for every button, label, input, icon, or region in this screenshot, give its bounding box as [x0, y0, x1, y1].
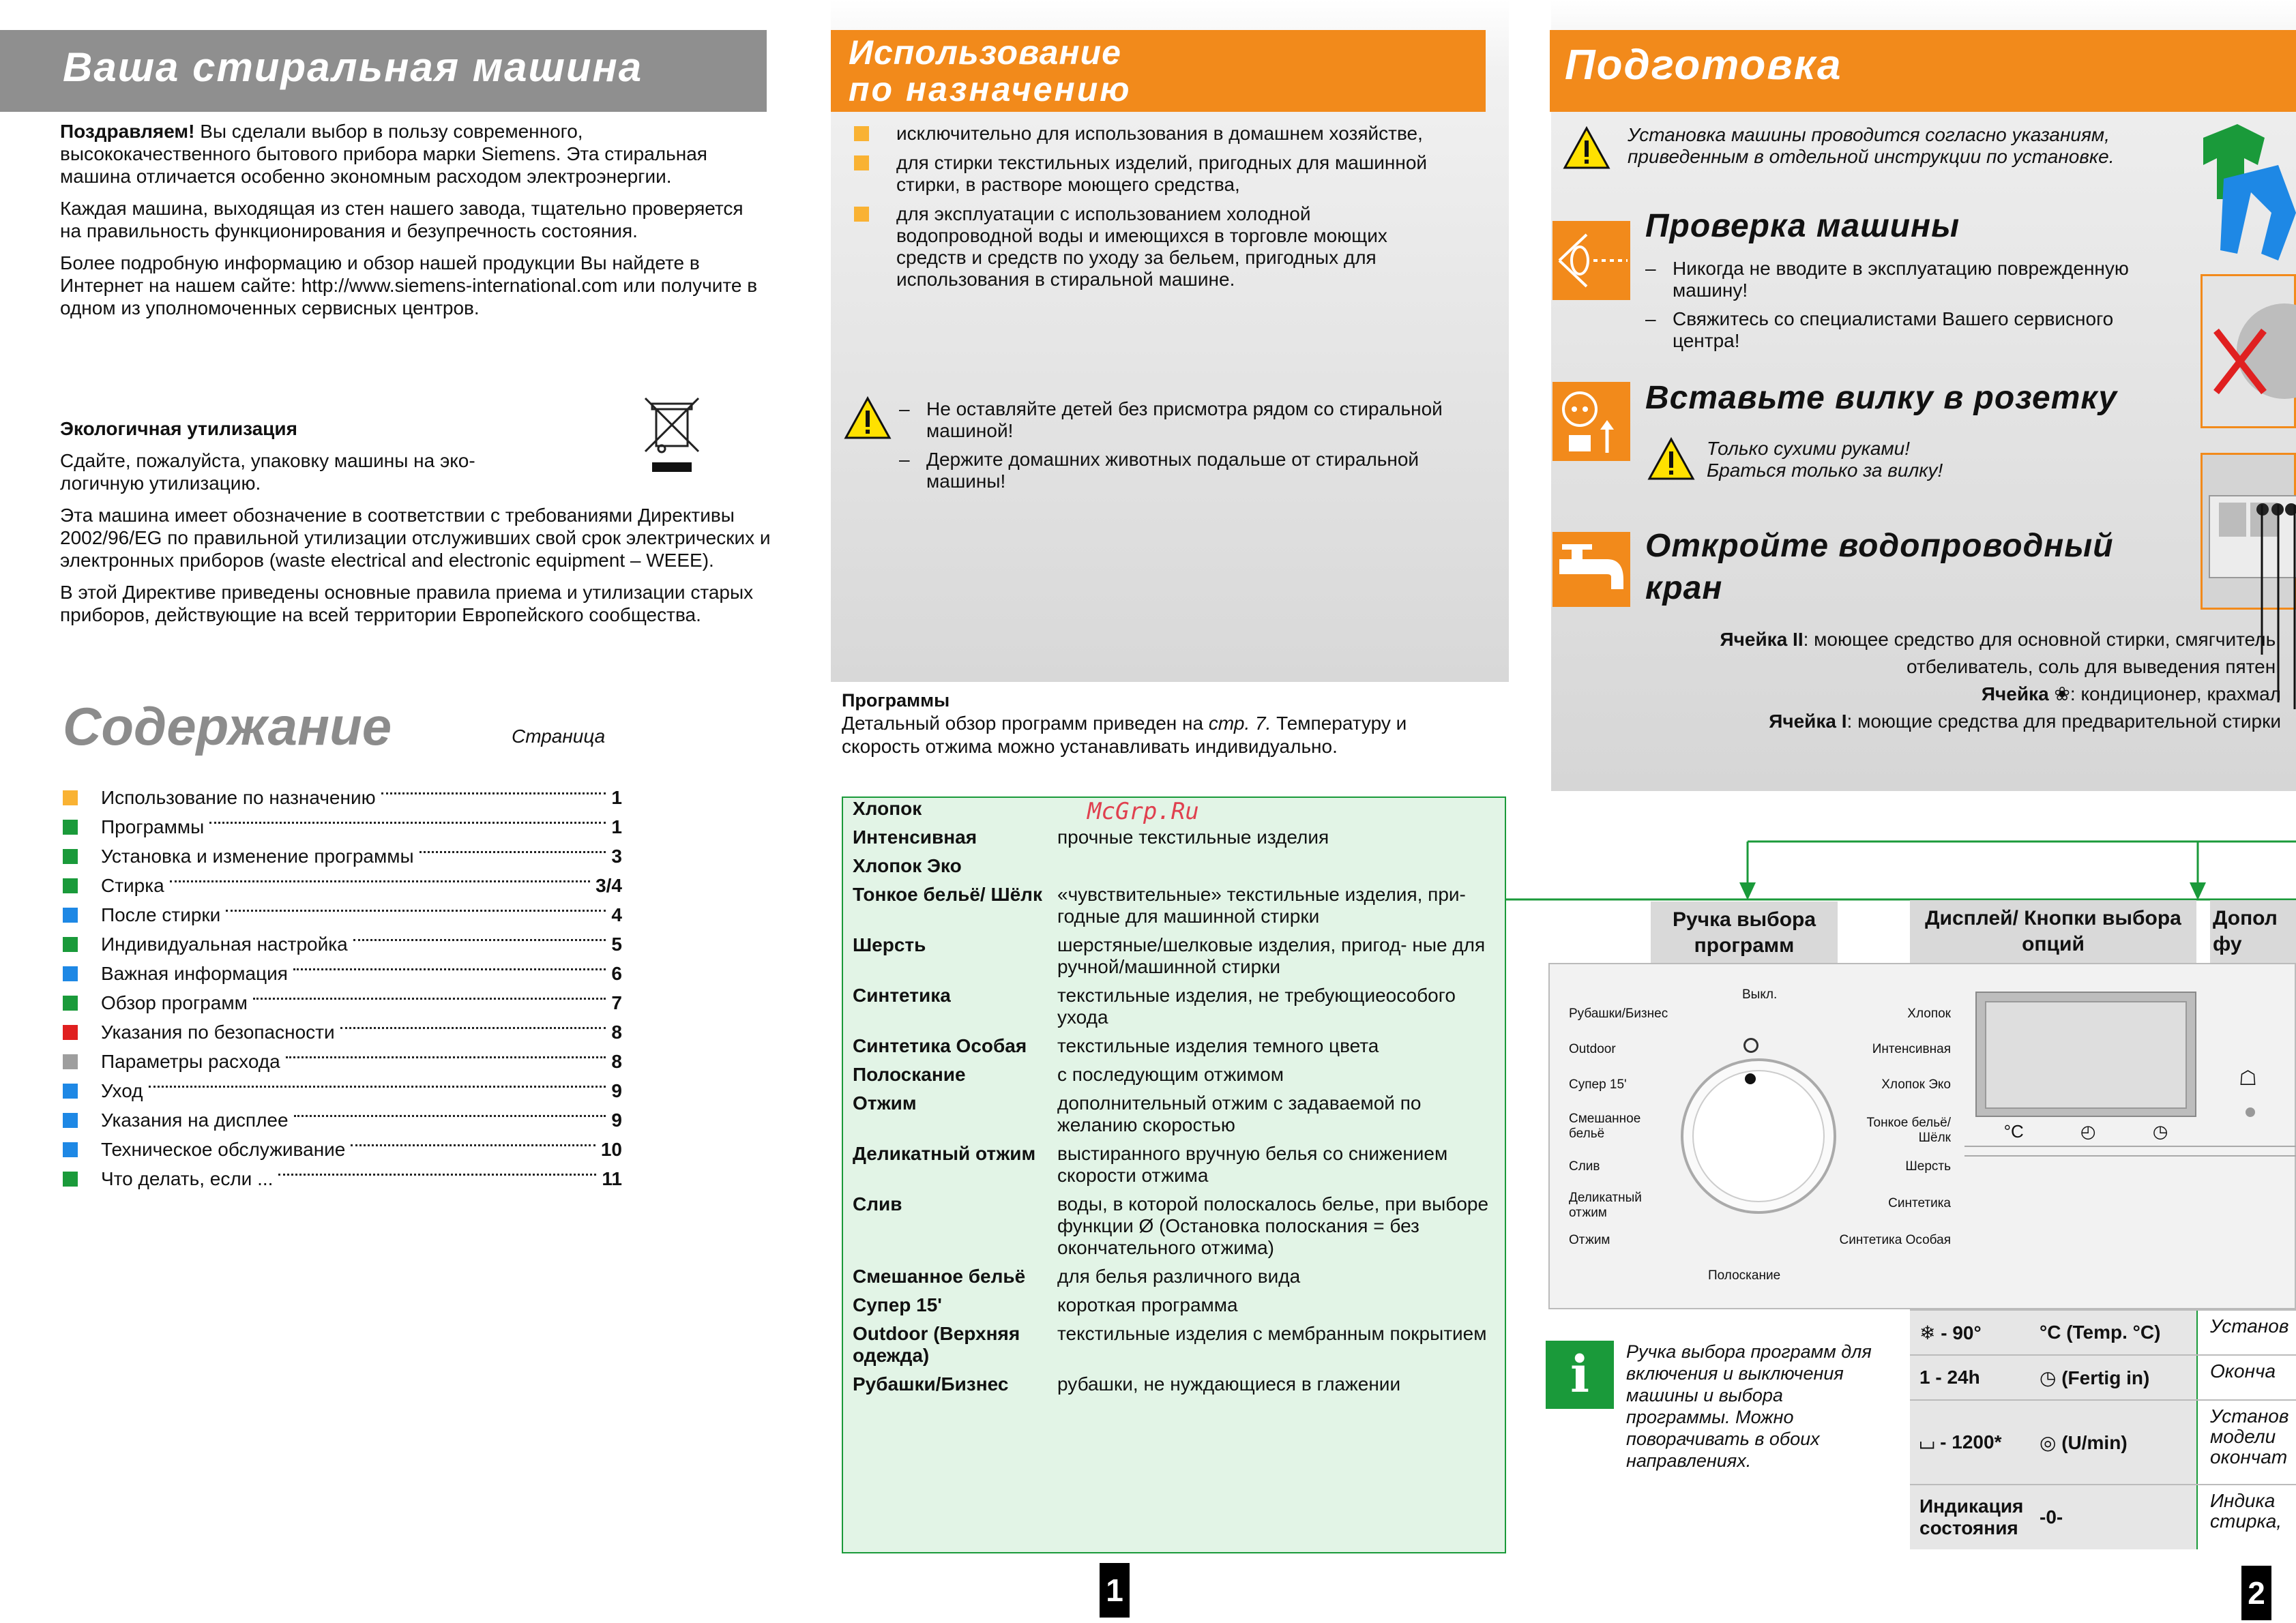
option-row: [1910, 1309, 2296, 1354]
toc-label: Стирка: [101, 875, 164, 896]
program-description: прочные текстильные изделия: [1057, 827, 1329, 848]
warning-icon: [1562, 125, 1611, 170]
program-name: Хлопок Эко: [853, 855, 962, 876]
toc-item[interactable]: [63, 1105, 622, 1135]
toc-item[interactable]: [63, 842, 622, 871]
option-row: [1910, 1354, 2296, 1399]
dial-label: Синтетика: [1888, 1196, 1951, 1210]
toc-item[interactable]: [63, 1164, 622, 1193]
toc-leader: [351, 1144, 595, 1146]
toc-color-marker: [63, 996, 78, 1011]
option-row: [1910, 1484, 2296, 1549]
dial-label: Шерсть: [1905, 1159, 1951, 1174]
option-description: Оконча: [2196, 1356, 2296, 1399]
tap-title: Откройте водопроводный кран: [1645, 528, 2114, 606]
program-description: короткая программа: [1057, 1294, 1238, 1315]
toc-label: Программы: [101, 816, 205, 837]
panel-strip: [1964, 1146, 2296, 1157]
toc-leader: [253, 998, 606, 1000]
dial-label: Деликатный отжим: [1569, 1191, 1642, 1220]
toc-page: 10: [600, 1139, 622, 1160]
toc-item[interactable]: [63, 988, 622, 1017]
plug-notes: [1707, 438, 1943, 481]
children-warnings: [899, 398, 1445, 499]
toc-page: 11: [602, 1168, 622, 1189]
toc-color-marker: [63, 878, 78, 893]
programs-title: Программы: [842, 690, 950, 711]
list-item: – Держите домашних животных подальше от стиральной машины!: [899, 449, 1419, 492]
toc-color-marker: [63, 908, 78, 923]
program-name: Хлопок: [853, 798, 922, 819]
dash-marker: –: [899, 398, 910, 419]
toc-color-marker: [63, 1025, 78, 1040]
list-item: – Свяжитесь со специалистами Вашего сервисного центра!: [1645, 308, 2114, 351]
option-range: 1 - 24h: [1919, 1367, 1980, 1388]
table-row: [853, 1323, 1501, 1367]
toc-leader: [420, 851, 606, 853]
cell-2-text: Ячейка II: моющее средство для основной стирки, смягчитель, отбеливатель, соль для выведения пятен.: [1720, 629, 2281, 677]
table-row: [853, 1193, 1501, 1259]
program-name: Шерсть: [853, 934, 926, 955]
eye-check-icon: [1552, 221, 1630, 300]
toc-page: 1: [611, 787, 622, 808]
program-description: шерстяные/шелковые изделия, пригод- ные для ручной/машинной стирки: [1057, 934, 1486, 977]
table-row: [853, 934, 1501, 978]
option-range: Индикация состояния: [1919, 1495, 2024, 1538]
option-description: Установ модели окончат: [2196, 1401, 2296, 1484]
display-frame: [1975, 992, 2196, 1117]
title-intended-use: Использование по назначению: [831, 30, 1486, 112]
option-range: ❄ - 90°: [1919, 1322, 1982, 1343]
toc-page: 5: [611, 934, 622, 955]
clothes-icon: [2196, 117, 2296, 262]
toc-label: Использование по назначению: [101, 787, 376, 808]
eco-paragraph-3: В этой Директиве приведены основные правила приема и утилизации старых приборов, действующие на всей территории Европейского сообщества.: [60, 582, 754, 625]
toc-page: 3: [611, 846, 622, 867]
title-preparation: Подготовка: [1550, 30, 2296, 112]
toc-page: 9: [611, 1080, 622, 1101]
table-row: [853, 1064, 1501, 1086]
toc-item[interactable]: [63, 1017, 622, 1047]
program-description: текстильные изделия темного цвета: [1057, 1035, 1379, 1056]
toc-leader: [381, 792, 606, 794]
dial-label-rinse: Полоскание: [1708, 1268, 1781, 1283]
table-row: [853, 1294, 1501, 1316]
table-row: [853, 1092, 1501, 1136]
bullet-square: [854, 126, 869, 141]
finish-in-button[interactable]: ◷: [2152, 1120, 2168, 1142]
toc-leader: [340, 1027, 606, 1029]
label-display-buttons: Дисплей/ Кнопки выбора опций: [1910, 900, 2196, 963]
display-buttons: [1975, 1116, 2196, 1147]
programs-intro-text: Детальный обзор программ приведен на стр. 7. Температуру и скорость отжима можно устанавливать индивидуально.: [842, 713, 1407, 757]
dial-label: Супер 15': [1569, 1077, 1627, 1092]
dial-label: Отжим: [1569, 1233, 1610, 1247]
toc-page: 9: [611, 1110, 622, 1131]
dial-label: Рубашки/Бизнес: [1569, 1007, 1668, 1021]
toc-label: Индивидуальная настройка: [101, 934, 348, 955]
toc-leader: [226, 910, 606, 912]
toc-color-marker: [63, 820, 78, 835]
program-description: дополнительный отжим с задаваемой по желанию скоростью: [1057, 1092, 1422, 1135]
toc-label: После стирки: [101, 904, 221, 925]
table-row: [853, 884, 1501, 927]
toc-color-marker: [63, 1172, 78, 1187]
toc-page: 7: [611, 992, 622, 1013]
cell-1-text: Ячейка I: моющие средства для предварительной стирки: [1769, 711, 2281, 732]
toc-label: Указания на дисплее: [101, 1110, 289, 1131]
dial-label: Outdoor: [1569, 1042, 1616, 1056]
dash-marker: –: [1645, 308, 1656, 329]
option-name: -0-: [2040, 1506, 2063, 1528]
toc-leader: [286, 1056, 606, 1058]
program-name: Отжим: [853, 1092, 917, 1114]
table-row: [853, 985, 1501, 1028]
toc-label: Важная информация: [101, 963, 288, 984]
option-name: ◷ (Fertig in): [2040, 1367, 2150, 1388]
toc-leader: [293, 968, 606, 970]
toc-color-marker: [63, 966, 78, 981]
eco-title: Экологичная утилизация: [60, 418, 297, 439]
program-name: Тонкое бельё/ Шёлк: [853, 884, 1042, 905]
option-description: Установ: [2196, 1311, 2296, 1354]
dash-marker: –: [899, 449, 910, 470]
table-row: [853, 827, 1501, 848]
toc-page: 6: [611, 963, 622, 984]
toc-label: Обзор программ: [101, 992, 248, 1013]
program-name: Слив: [853, 1193, 902, 1215]
program-description: «чувствительные» текстильные изделия, при- годные для машинной стирки: [1057, 884, 1466, 927]
toc-leader: [149, 1086, 606, 1088]
dial-label: Хлопок: [1907, 1007, 1951, 1021]
extra-button-icon[interactable]: ☖: [2239, 1067, 2257, 1090]
toc-page: 1: [611, 816, 622, 837]
dial-off-marker: [1743, 1038, 1758, 1053]
program-description: с последующим отжимом: [1057, 1064, 1284, 1085]
toc-color-marker: [63, 937, 78, 952]
dial-off-label: Выкл.: [1742, 987, 1778, 1002]
list-item: для эксплуатации с использованием холодной водопроводной воды и имеющихся в торговле моющих средств и средств по уходу за бельем, пригодных для использования в стиральной машине.: [854, 203, 1441, 291]
toc-item[interactable]: [63, 871, 622, 900]
toc-item[interactable]: [63, 812, 622, 842]
program-name: Рубашки/Бизнес: [853, 1373, 1009, 1395]
dial-label: Смешанное бельё: [1569, 1112, 1641, 1141]
quality-paragraph: Каждая машина, выходящая из стен нашего завода, тщательно проверяется на правильность функционирования и безупречность состояния.: [60, 198, 744, 241]
toc-label: Что делать, если ...: [101, 1168, 274, 1189]
toc-color-marker: [63, 1113, 78, 1128]
toc-page-label: Страница: [512, 726, 606, 747]
toc-color-marker: [63, 790, 78, 805]
intended-use-list: [854, 123, 1441, 298]
bullet-square: [854, 207, 869, 222]
weee-bin-icon: [641, 394, 703, 476]
dial-label: Хлопок Эко: [1881, 1077, 1951, 1092]
table-row: [853, 855, 1501, 877]
toc-item[interactable]: [63, 900, 622, 929]
plug-note-hold-plug: Браться только за вилку!: [1707, 460, 1943, 481]
check-machine-list: [1645, 258, 2177, 359]
program-description: для белья различного вида: [1057, 1266, 1301, 1287]
program-description: рубашки, не нуждающиеся в глажении: [1057, 1373, 1401, 1395]
programs-table: [853, 798, 1501, 1402]
toc-color-marker: [63, 1054, 78, 1069]
toc-item[interactable]: [63, 1076, 622, 1105]
program-name: Синтетика: [853, 985, 951, 1006]
detergent-cells-text: [1667, 626, 2281, 735]
program-description: [1057, 855, 1501, 877]
toc-label: Уход: [101, 1080, 143, 1101]
toc-leader: [170, 880, 590, 882]
program-description: текстильные изделия, не требующиеособого ухода: [1057, 985, 1456, 1028]
toc-leader: [278, 1174, 596, 1176]
table-row: [853, 1373, 1501, 1395]
plug-note-dry-hands: Только сухими руками!: [1707, 438, 1911, 459]
info-text: Ручка выбора программ для включения и выключения машины и выбора программы. Можно поворачивать в обоих направлениях.: [1626, 1341, 1872, 1471]
toc-item[interactable]: [63, 1135, 622, 1164]
toc-label: Указания по безопасности: [101, 1022, 335, 1043]
program-name: Синтетика Особая: [853, 1035, 1027, 1056]
intro-paragraph: Поздравляем! Вы сделали выбор в пользу современного, высококачественного бытового прибора марки Siemens. Эта стиральная машина отличается особенно экономным расходом электроэнергии.: [60, 121, 707, 187]
toc-title: Содержание: [63, 696, 392, 756]
temp-button[interactable]: °C: [2003, 1120, 2024, 1142]
program-name: Outdoor (Верхняя одежда): [853, 1323, 1020, 1366]
toc-page: 8: [611, 1051, 622, 1072]
toc-page: 4: [611, 904, 622, 925]
program-name: Полоскание: [853, 1064, 966, 1085]
program-name: Деликатный отжим: [853, 1143, 1036, 1164]
water-tap-icon: [1552, 532, 1630, 607]
plug-icon: [1552, 382, 1630, 461]
eco-paragraph-2: Эта машина имеет обозначение в соответствии с требованиями Директивы 2002/96/EG по правильной утилизации отслуживших свой срок электрических и электронных приборов (waste electrical and electronic equipment – WEEE).: [60, 505, 771, 571]
info-icon: i: [1546, 1341, 1614, 1409]
toc-color-marker: [63, 849, 78, 864]
program-name: Супер 15': [853, 1294, 942, 1315]
option-name: °C (Temp. °C): [2040, 1322, 2161, 1343]
table-of-contents: [63, 783, 622, 1193]
dial-label: Интенсивная: [1872, 1042, 1951, 1056]
bullet-square: [854, 155, 869, 170]
page-number-1: 1: [1100, 1563, 1130, 1618]
intro-text: [60, 120, 769, 329]
label-additional: Допол фу: [2210, 900, 2296, 963]
option-description: Индика стирка,: [2196, 1485, 2296, 1549]
list-item: для стирки текстильных изделий, пригодных для машинной стирки, в растворе моющего средства,: [854, 152, 1441, 196]
dial-label: Тонкое бельё/Шёлк: [1866, 1116, 1951, 1145]
connector-lines: [1506, 835, 2296, 903]
table-row: [853, 1035, 1501, 1057]
cross-icon: [2203, 276, 2296, 430]
cell-flower-text: Ячейка ❀: кондиционер, крахмал: [1981, 683, 2281, 704]
program-name: Интенсивная: [853, 827, 977, 848]
toc-color-marker: [63, 1142, 78, 1157]
program-description: воды, в которой полоскалось белье, при выборе функции Ø (Остановка полоскания = без окончательного отжима): [1057, 1193, 1489, 1258]
toc-page: 8: [611, 1022, 622, 1043]
display-screen: [1985, 1001, 2187, 1109]
dial-label: Слив: [1569, 1159, 1600, 1174]
toc-label: Установка и изменение программы: [101, 846, 414, 867]
table-row: [853, 798, 1501, 820]
toc-label: Параметры расхода: [101, 1051, 280, 1072]
spin-button[interactable]: ◴: [2080, 1120, 2096, 1142]
dash-marker: –: [1645, 258, 1656, 279]
program-description: выстиранного вручную белья со снижением скорости отжима: [1057, 1143, 1448, 1186]
page-number-2: 2: [2241, 1566, 2271, 1620]
status-led: [2246, 1107, 2255, 1117]
program-description: [1057, 798, 1501, 820]
toc-leader: [353, 939, 606, 941]
laundry-photo: [2196, 117, 2296, 262]
programs-intro: [842, 689, 1456, 758]
toc-leader: [294, 1115, 606, 1117]
option-name: ◎ (U/min): [2040, 1431, 2128, 1453]
program-dial[interactable]: [1677, 1054, 1840, 1218]
warning-icon: [1647, 436, 1696, 481]
title-your-washing-machine: Ваша стиральная машина: [0, 30, 767, 112]
table-row: [853, 1143, 1501, 1187]
toc-item[interactable]: [63, 1047, 622, 1076]
toc-label: Техническое обслуживание: [101, 1139, 346, 1160]
option-row: [1910, 1399, 2296, 1484]
toc-item[interactable]: [63, 959, 622, 988]
toc-page: 3/4: [595, 875, 622, 896]
list-item: исключительно для использования в домашнем хозяйстве,: [854, 123, 1441, 145]
website-paragraph: Более подробную информацию и обзор нашей продукции Вы найдете в Интернет на нашем сайте: http://www.siemens-international.com или получите в одном из уполномоченных сервисных центров.: [60, 252, 758, 318]
toc-item[interactable]: [63, 929, 622, 959]
watermark: McGrp.Ru: [1087, 798, 1199, 825]
install-note: Установка машины проводится согласно указаниям, приведенным в отдельной инструкции по установке.: [1628, 124, 2115, 167]
table-row: [853, 1266, 1501, 1287]
list-item: – Никогда не вводите в эксплуатацию поврежденную машину!: [1645, 258, 2129, 301]
list-item: – Не оставляйте детей без присмотра рядом со стиральной машиной!: [899, 398, 1443, 441]
check-machine-title: Проверка машины: [1645, 208, 1960, 244]
toc-leader: [209, 822, 606, 824]
option-range: ⌴ - 1200*: [1919, 1431, 2002, 1453]
warning-icon: [843, 396, 892, 441]
damaged-machine-photo: [2201, 274, 2296, 428]
plug-title: Вставьте вилку в розетку: [1645, 380, 2118, 416]
toc-item[interactable]: [63, 783, 622, 812]
toc-color-marker: [63, 1084, 78, 1099]
program-description: текстильные изделия с мембранным покрытием: [1057, 1323, 1487, 1344]
program-name: Смешанное бельё: [853, 1266, 1026, 1287]
eco-paragraph-1: Сдайте, пожалуйста, упаковку машины на эко-логичную утилизацию.: [60, 450, 475, 494]
label-program-dial: Ручка выбора программ: [1651, 902, 1838, 963]
dial-label: Синтетика Особая: [1839, 1233, 1951, 1247]
